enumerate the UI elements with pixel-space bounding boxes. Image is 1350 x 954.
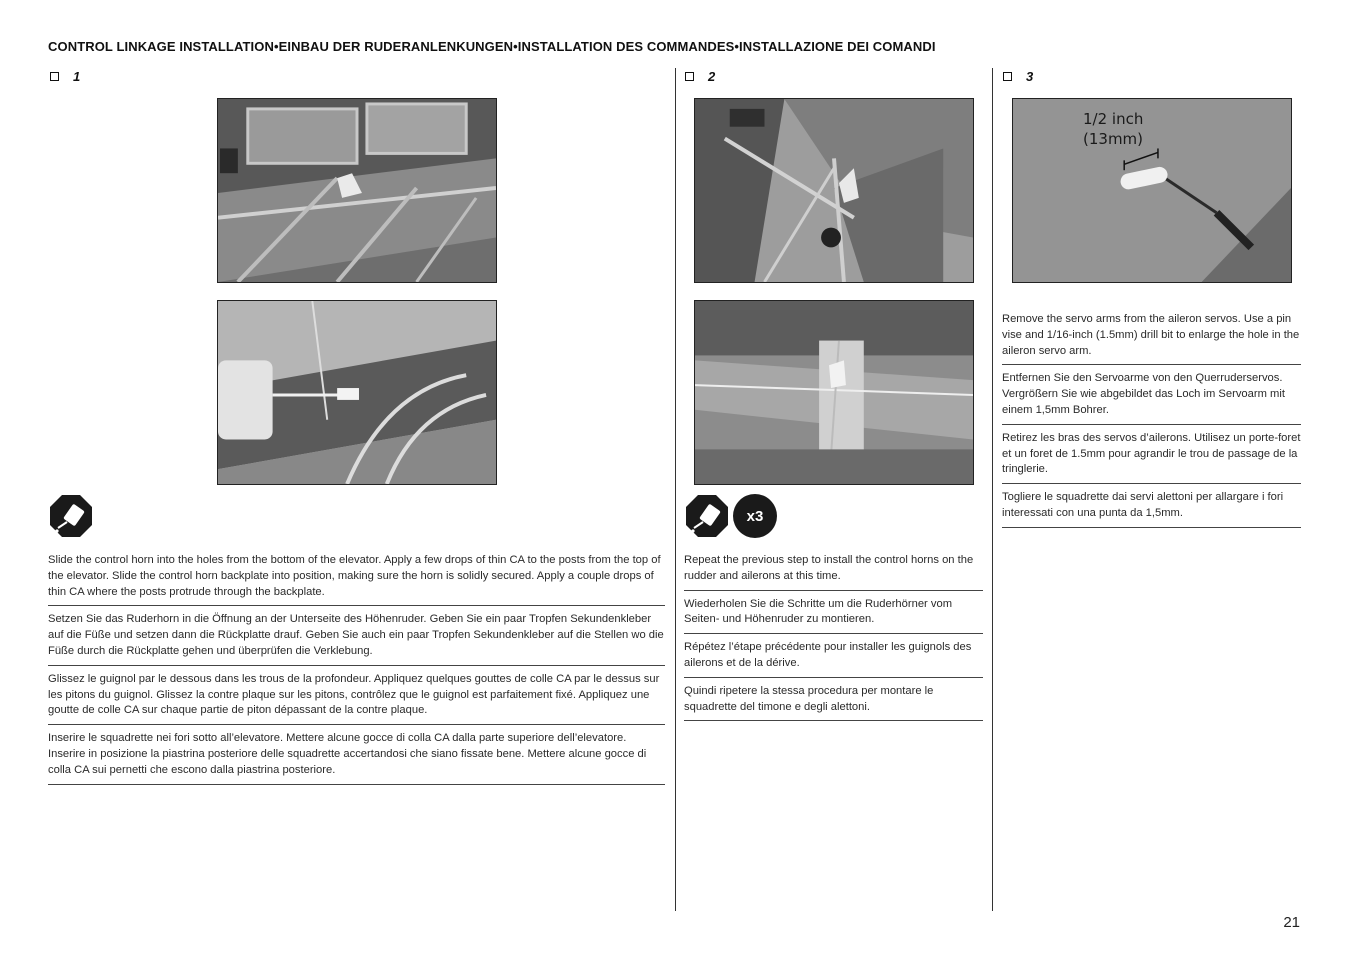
step-2-header — [685, 69, 715, 84]
step-2-number: 2 — [708, 69, 716, 84]
checkbox-icon[interactable] — [1003, 72, 1012, 81]
checkbox-icon[interactable] — [685, 72, 694, 81]
photo-label-line1: 1/2 inch — [1083, 110, 1144, 128]
checkbox-icon[interactable] — [50, 72, 59, 81]
ca-glue-bottle-icon — [49, 494, 93, 538]
step-1-header — [50, 69, 80, 84]
step-2-text-fr: Répétez l’étape précédente pour installer les guignols des ailerons et de la dérive. — [684, 638, 983, 678]
step-3-header — [1003, 69, 1033, 84]
step-2-text-it: Quindi ripetere la stessa procedura per montare le squadrette del timone e degli alettoni. — [684, 682, 983, 722]
step-2-text-de: Wiederholen Sie die Schritte um die Ruderhörner vom Seiten- und Höhenruder zu montieren. — [684, 595, 983, 635]
step-1-photo-top — [217, 98, 497, 283]
step-3-text — [1002, 310, 1301, 532]
photo-label-line2: (13mm) — [1083, 130, 1144, 148]
page-number: 21 — [1283, 914, 1300, 931]
page-title: CONTROL LINKAGE INSTALLATION•EINBAU DER RUDERANLENKUNGEN•INSTALLATION DES COMMANDES•INSTALLAZIONE DEI COMANDI — [48, 39, 936, 54]
step-1-number: 1 — [73, 69, 81, 84]
ca-glue-bottle-icon — [685, 494, 729, 538]
step-1-text — [48, 551, 665, 789]
step-3-text-it: Togliere le squadrette dai servi alettoni per allargare i fori interessati con una punta da 1,5mm. — [1002, 488, 1301, 528]
step-1-text-it: Inserire le squadrette nei fori sotto all’elevatore. Mettere alcune gocce di colla CA dalla parte superiore dell’elevatore. Inserire in posizione la piastrina posteriore delle squadrette accertandosi che siano fissate bene. Mettere alcune gocce di colla CA sui pernetti che escono dalla piastrina posteriore. — [48, 729, 665, 784]
step-2-photo-bottom — [694, 300, 974, 485]
column-divider-1 — [675, 68, 676, 911]
step-3-text-en: Remove the servo arms from the aileron servos. Use a pin vise and 1/16-inch (1.5mm) drill bit to enlarge the hole in the aileron servo arm. — [1002, 310, 1301, 365]
column-divider-2 — [992, 68, 993, 911]
photo-label-measurement — [1083, 109, 1143, 149]
step-3-photo — [1012, 98, 1292, 283]
step-1-photo-bottom — [217, 300, 497, 485]
step-1-text-fr: Glissez le guignol par le dessous dans les trous de la profondeur. Appliquez quelques gouttes de colle CA par le dessus sur les pitons du guignol. Glissez la contre plaque sur les pitons, contrôlez que le guignol est parfaitement fixé. Appliquez une goutte de colle CA sur chaque partie de piton dépassant de la contre plaque. — [48, 670, 665, 725]
step-2-text — [684, 551, 983, 725]
step-2-photo-top — [694, 98, 974, 283]
step-3-text-de: Entfernen Sie den Servoarme von den Querruderservos. Vergrößern Sie wie abgebildet das Loch im Servoarm mit einem 1,5mm Bohrer. — [1002, 369, 1301, 424]
step-1-text-de: Setzen Sie das Ruderhorn in die Öffnung an der Unterseite des Höhenruder. Geben Sie ein paar Tropfen Sekundenkleber auf die Füße und setzen dann die Rückplatte drauf. Geben Sie auch ein paar Tropfen Sekundenkleber auf die Stellen wo die Füße durch die Rückplatte gehen und überprüfen die Verklebung. — [48, 610, 665, 665]
step-3-text-fr: Retirez les bras des servos d’ailerons. Utilisez un porte-foret et un foret de 1.5mm pour agrandir le trou de passage de la tringlerie. — [1002, 429, 1301, 484]
repeat-x3-badge: x3 — [733, 494, 777, 538]
step-2-text-en: Repeat the previous step to install the control horns on the rudder and ailerons at this time. — [684, 551, 983, 591]
step-3-number: 3 — [1026, 69, 1034, 84]
step-1-text-en: Slide the control horn into the holes from the bottom of the elevator. Apply a few drops of thin CA to the posts from the top of the elevator. Slide the control horn backplate into position, making sure the horn is solidly secured. Apply a couple drops of thin CA where the posts protrude through the backplate. — [48, 551, 665, 606]
